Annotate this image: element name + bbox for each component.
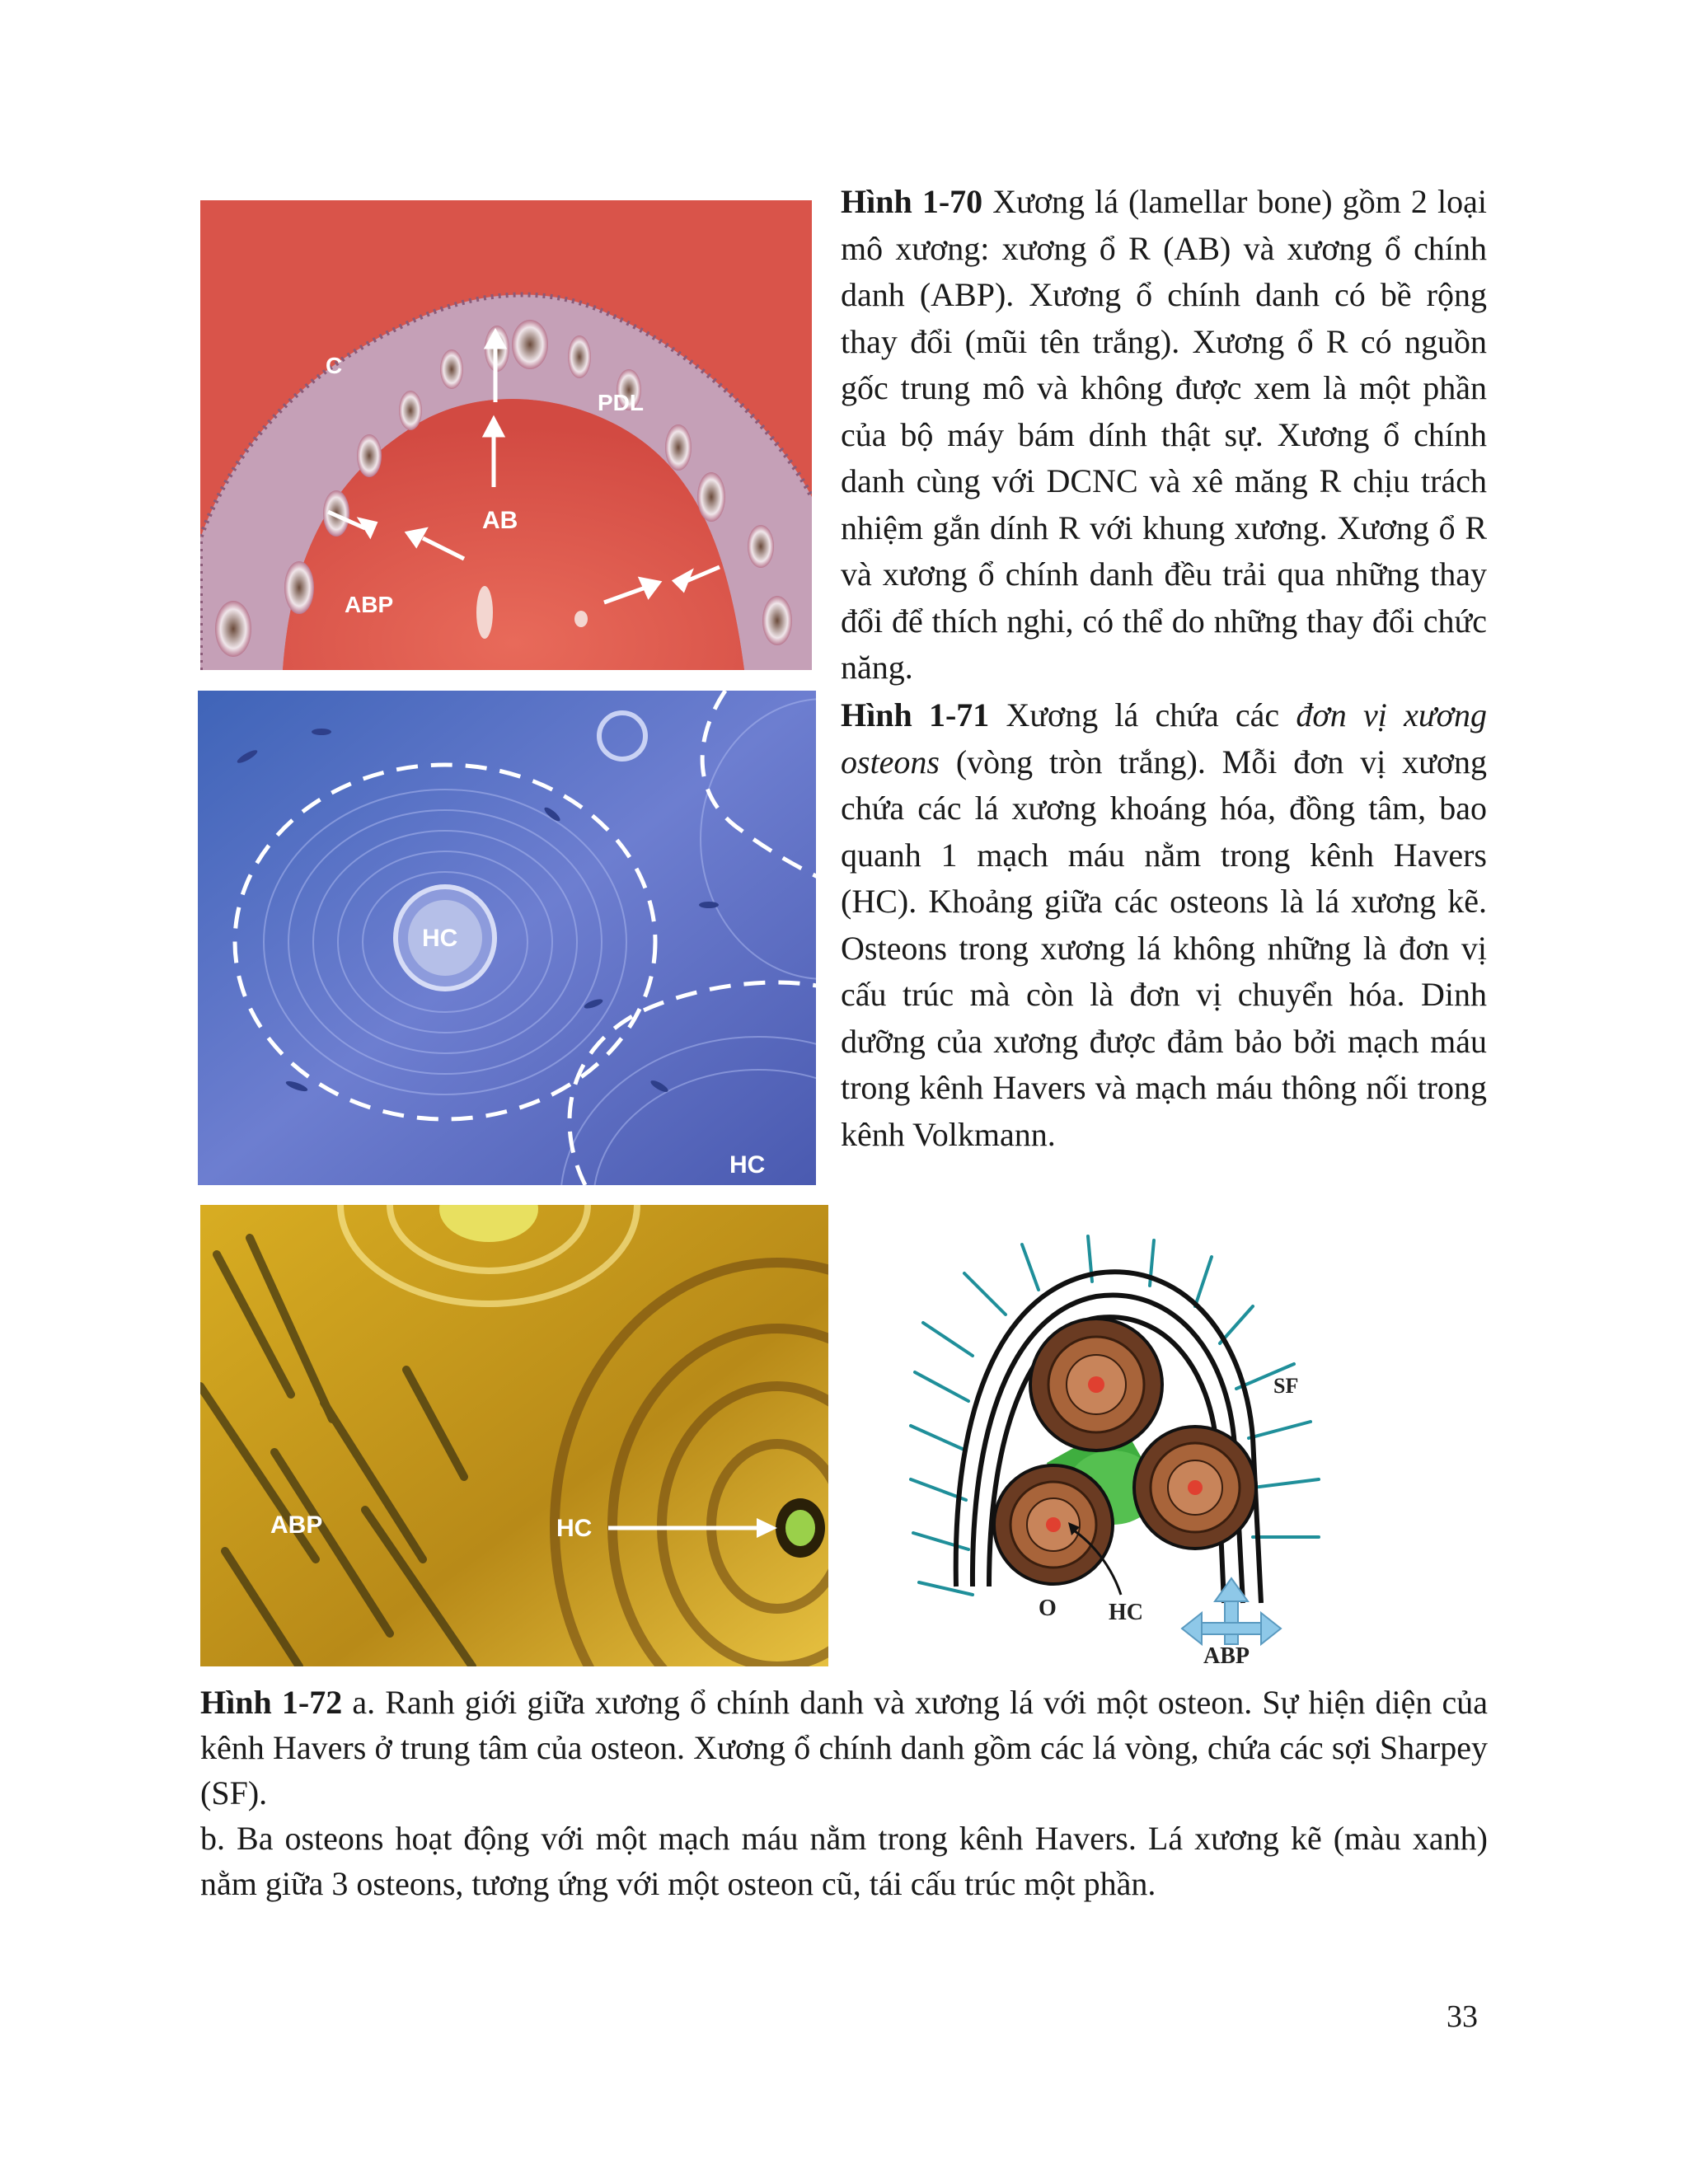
label-c: C (326, 353, 343, 378)
label-o: O (1039, 1596, 1057, 1621)
figure-1-72b-diagram (907, 1232, 1335, 1669)
label-sf: SF (1273, 1374, 1299, 1398)
label-hc-corner: HC (729, 1151, 766, 1179)
caption-part-b: b. Ba osteons hoạt động với một mạch máu nằm trong kênh Havers. Lá xương kẽ (màu xanh) nằm giữa 3 osteons, tương ứng với một osteon cũ, tái cấu trúc một phần. (200, 1820, 1488, 1902)
label-hc-center: HC (422, 925, 458, 952)
label-pdl: PDL (598, 390, 644, 415)
caption-text: Xương lá (lamellar bone) gồm 2 loại mô xương: xương ổ R (AB) và xương ổ chính danh (ABP). Xương ổ chính danh có bề rộng thay đổi (mũi tên trắng). Xương ổ R có nguồn gốc trung mô và không được xem là một phần của bộ máy bám dính thật sự. Xương ổ chính danh cùng với DCNC và xê măng R chịu trách nhiệm gắn dính R với khung xương. Xương ổ R và xương ổ chính danh đều trải qua những thay đổi để thích nghi, có thể do những thay đổi chức năng. (841, 183, 1488, 686)
caption-number: Hình 1-71 (841, 696, 990, 733)
caption-part-a (200, 1680, 1488, 1816)
caption-figure-1-72 (200, 1680, 1488, 1906)
caption-number: Hình 1-72 (200, 1684, 343, 1721)
caption-number: Hình 1-70 (841, 183, 983, 220)
caption-text-a: a. Ranh giới giữa xương ổ chính danh và xương lá với một osteon. Sự hiện diện của kênh Havers ở trung tâm của osteon. Xương ổ chính danh gồm các lá vòng, chứa các sợi Sharpey (SF). (200, 1684, 1488, 1811)
figure-1-72a-image (200, 1205, 828, 1666)
caption-text-italic: đơn vị xương osteons (841, 696, 1487, 780)
label-hc: HC (1109, 1600, 1143, 1625)
label-hc: HC (556, 1515, 593, 1542)
caption-figure-1-70 (841, 179, 1487, 691)
caption-text-end: (vòng tròn trắng). Mỗi đơn vị xương chứa các lá xương khoáng hóa, đồng tâm, bao quanh 1 mạch máu nằm trong kênh Havers (HC). Khoảng giữa các osteons là lá xương kẽ. Osteons trong xương lá không những là đơn vị cấu trúc mà còn là đơn vị chuyển hóa. Dinh dưỡng của xương được đảm bảo bởi mạch máu trong kênh Havers và mạch máu thông nối trong kênh Volkmann. (841, 743, 1487, 1153)
caption-text-start: Xương lá chứa các (989, 696, 1296, 733)
page-number: 33 (1447, 1999, 1478, 2034)
label-abp: ABP (270, 1511, 323, 1539)
caption-figure-1-71 (841, 692, 1487, 1158)
label-abp: ABP (345, 592, 394, 617)
label-ab: AB (482, 507, 518, 534)
label-abp: ABP (1203, 1643, 1250, 1669)
figure-1-70-image (200, 200, 812, 670)
figure-1-71-image (198, 691, 816, 1185)
